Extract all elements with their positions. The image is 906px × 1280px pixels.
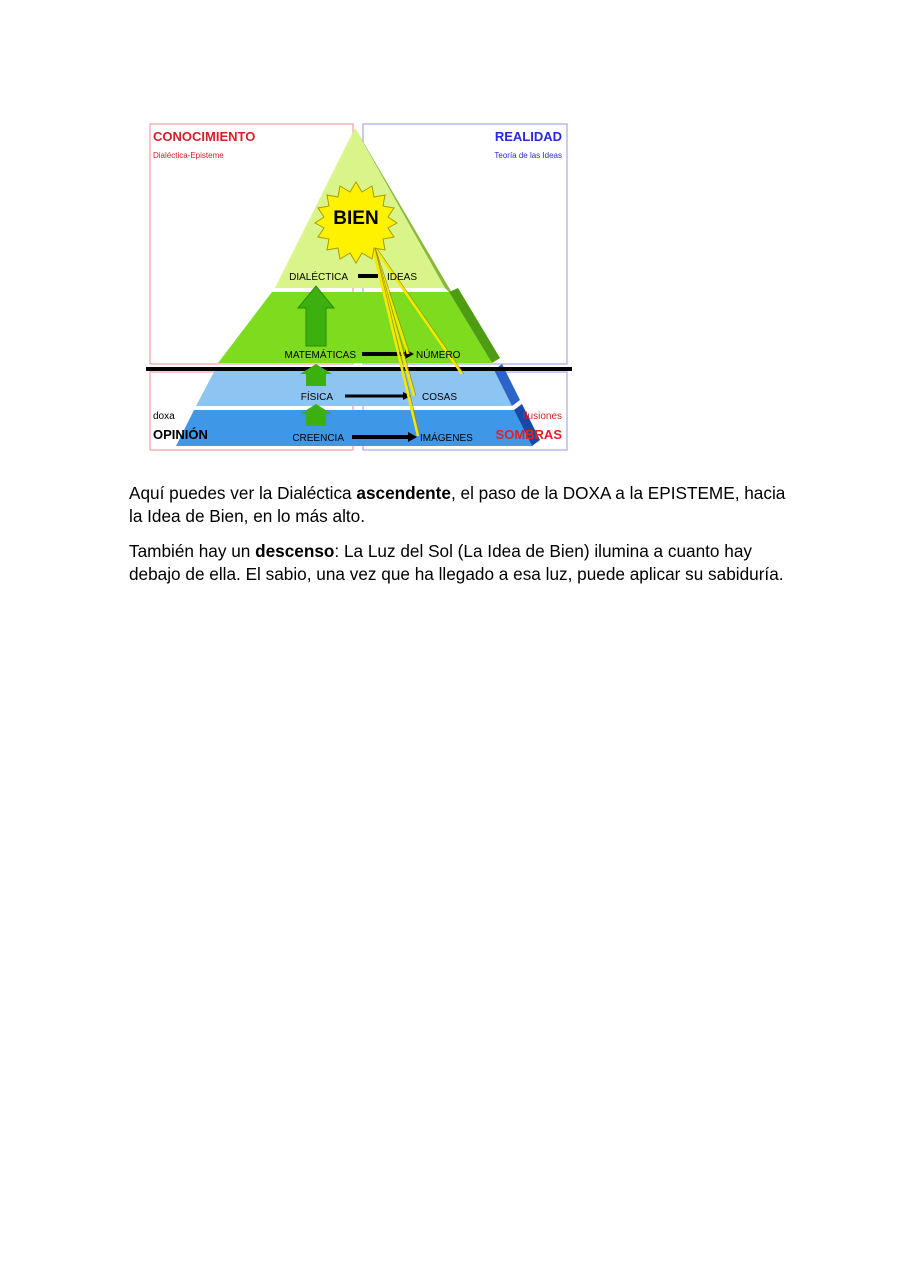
paragraph1-text-a: Aquí puedes ver la Dialéctica: [129, 483, 357, 503]
paragraph1-bold: ascendente: [356, 483, 451, 503]
left-subtitle: Dialéctica-Episteme: [153, 151, 224, 160]
plato-knowledge-pyramid-diagram: [140, 118, 580, 460]
paragraph2-text-b: : La Luz del Sol (La Idea de Bien) ilumina a cuanto hay debajo de ella. El sabio, una vez que ha llegado a esa luz, puede aplicar su sabiduría.: [129, 541, 784, 584]
right-title: REALIDAD: [494, 129, 562, 144]
opinion-label: OPINIÓN: [153, 427, 208, 442]
paragraph-ascendente: [129, 482, 789, 527]
dialectica-label: DIALÉCTICA: [289, 272, 348, 283]
creencia-label: CREENCIA: [292, 433, 344, 444]
left-title: CONOCIMIENTO: [153, 129, 256, 144]
doxa-label: doxa: [153, 411, 175, 422]
paragraph1-text-b: , el paso de la DOXA a la EPISTEME, hacia la Idea de Bien, en lo más alto.: [129, 483, 786, 526]
numero-label: NÚMERO: [416, 350, 461, 361]
fisica-label: FÍSICA: [300, 392, 333, 403]
cosas-label: COSAS: [422, 392, 458, 403]
ideas-label: IDEAS: [387, 272, 418, 283]
pyramid-bottom-level: [176, 410, 532, 446]
sun-label: BIEN: [333, 208, 379, 229]
paragraph-descenso: [129, 540, 789, 585]
paragraph2-text-a: También hay un: [129, 541, 256, 561]
ilusiones-label: Ilusiones: [522, 411, 562, 422]
imagenes-label: IMÁGENES: [420, 433, 473, 444]
pyramid-lower-level: [196, 370, 512, 406]
sombras-label: SOMBRAS: [495, 427, 562, 442]
paragraph2-bold: descenso: [255, 541, 335, 561]
right-subtitle: Teoría de las Ideas: [494, 151, 562, 160]
matematicas-label: MATEMÁTICAS: [284, 350, 356, 361]
